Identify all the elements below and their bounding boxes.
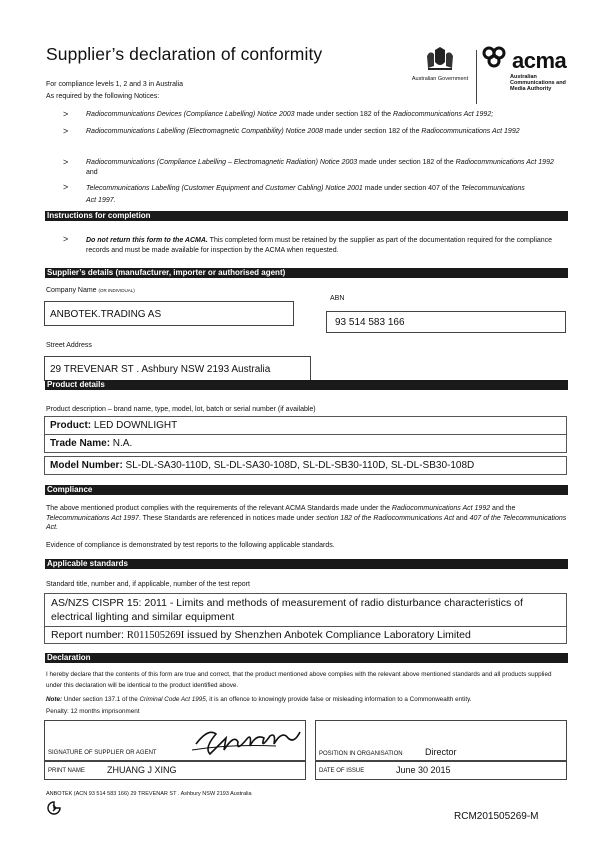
declaration-note: Note: Under section 137.1 of the Criminal Code Act 1995, it is an offence to knowingly provide false or misleading information to a Commonwealth entity.: [46, 696, 472, 703]
bullet-arrow: >: [63, 182, 69, 192]
product-description-label: Product description – brand name, type, model, lot, batch or serial number (if available): [46, 406, 316, 413]
notice-item: Radiocommunications Labelling (Electromagnetic Compatibility) Notice 2008 made under section 182 of the Radiocommunications Act 1992: [86, 128, 520, 135]
date-value: June 30 2015: [396, 765, 451, 775]
section-header-standards: Applicable standards: [45, 559, 568, 569]
logo-divider: [476, 50, 477, 104]
footer-address: ANBOTEK (ACN 93 514 583 166) 29 TREVENAR ST . Ashbury NSW 2193 Australia: [46, 791, 252, 797]
page-title: Supplier’s declaration of conformity: [46, 44, 323, 64]
position-label: POSITION IN ORGANISATION: [319, 751, 403, 757]
section-header-instructions: Instructions for completion: [45, 211, 568, 221]
street-address-label: Street Address: [46, 342, 92, 349]
compliance-levels: For compliance levels 1, 2 and 3 in Australia: [46, 81, 183, 88]
government-label: Australian Government: [411, 76, 469, 82]
notice-item: Telecommunications Labelling (Customer Equipment and Customer Cabling) Notice 2001 made under section 407 of the Telecommunications Act 1997.: [86, 185, 525, 204]
date-label: DATE OF ISSUE: [319, 768, 365, 774]
acma-full-name: Australian Communications and Media Authority: [510, 74, 566, 92]
standard-title-field[interactable]: AS/NZS CISPR 15: 2011 - Limits and methods of measurement of radio disturbance characteristics of electrical lighting and similar equipment: [44, 593, 567, 627]
bullet-arrow: >: [63, 126, 69, 136]
company-name-field[interactable]: ANBOTEK.TRADING AS: [44, 301, 294, 326]
section-header-supplier: Supplier’s details (manufacturer, importer or authorised agent): [45, 268, 568, 278]
abn-label: ABN: [330, 295, 345, 302]
company-name-label: Company Name (OR INDIVIDUAL): [46, 287, 135, 294]
model-number-row[interactable]: Model Number: SL-DL-SA30-110D, SL-DL-SA30-108D, SL-DL-SB30-110D, SL-DL-SB30-108D: [44, 456, 567, 475]
print-name-label: PRINT NAME: [48, 768, 85, 774]
signature-label: SIGNATURE OF SUPPLIER OR AGENT: [48, 750, 157, 756]
notice-item: Radiocommunications (Compliance Labelling – Electromagnetic Radiation) Notice 2003 made under section 182 of the Radiocommunications Act 1992 and: [86, 159, 554, 176]
bullet-arrow: >: [63, 234, 69, 244]
instructions-text: Do not return this form to the ACMA. This completed form must be retained by the supplier as part of the documentation required for the compliance records and must be made available for inspection by the ACMA when requested.: [86, 237, 553, 254]
rcm-mark: [47, 801, 61, 820]
acma-logo: [482, 46, 578, 92]
bullet-arrow: >: [63, 109, 69, 119]
acma-mark-icon: [482, 46, 512, 68]
product-row[interactable]: Product: LED DOWNLIGHT: [44, 416, 567, 435]
section-header-product: Product details: [45, 380, 568, 390]
bullet-arrow: >: [63, 157, 69, 167]
compliance-statement: The above mentioned product complies with the requirements of the relevant ACMA Standards made under the Radiocommunications Act 1992 and the Telecommunications Act 1997. These Standards are referenced in notices made under section 182 of the Radiocommunications Act and 407 of the Telecommunications Act.: [46, 505, 567, 531]
standards-label: Standard title, number and, if applicable, number of the test report: [46, 581, 250, 588]
declaration-text: I hereby declare that the contents of this form are true and correct, that the product mentioned above complies with the relevant above mentioned standards and all products supplied under this declaration will be identical to the product identified above.: [46, 671, 552, 689]
abn-field[interactable]: 93 514 583 166: [326, 311, 566, 333]
signature-icon: [190, 724, 310, 760]
coat-of-arms-icon: [422, 46, 458, 72]
document-reference: RCM201505269-M: [454, 811, 539, 822]
notice-item: Radiocommunications Devices (Compliance Labelling) Notice 2003 made under section 182 of the Radiocommunications Act 1992;: [86, 111, 494, 118]
position-value: Director: [425, 747, 457, 757]
penalty-text: Penalty: 12 months imprisonment: [46, 708, 140, 715]
print-name-value: ZHUANG J XING: [107, 765, 177, 775]
rcm-mark-icon: [47, 801, 61, 815]
handwritten-signature: [190, 724, 310, 760]
street-address-field[interactable]: 29 TREVENAR ST . Ashbury NSW 2193 Australia: [44, 356, 311, 381]
evidence-statement: Evidence of compliance is demonstrated by test reports to the following applicable standards.: [46, 542, 335, 549]
trade-name-row[interactable]: Trade Name: N.A.: [44, 434, 567, 453]
report-number-field[interactable]: Report number: R011505269I issued by Shenzhen Anbotek Compliance Laboratory Limited: [44, 626, 567, 644]
notices-lead: As required by the following Notices:: [46, 93, 160, 100]
government-logo: [408, 46, 472, 82]
section-header-declaration: Declaration: [45, 653, 568, 663]
section-header-compliance: Compliance: [45, 485, 568, 495]
acma-wordmark: acma: [512, 48, 567, 73]
